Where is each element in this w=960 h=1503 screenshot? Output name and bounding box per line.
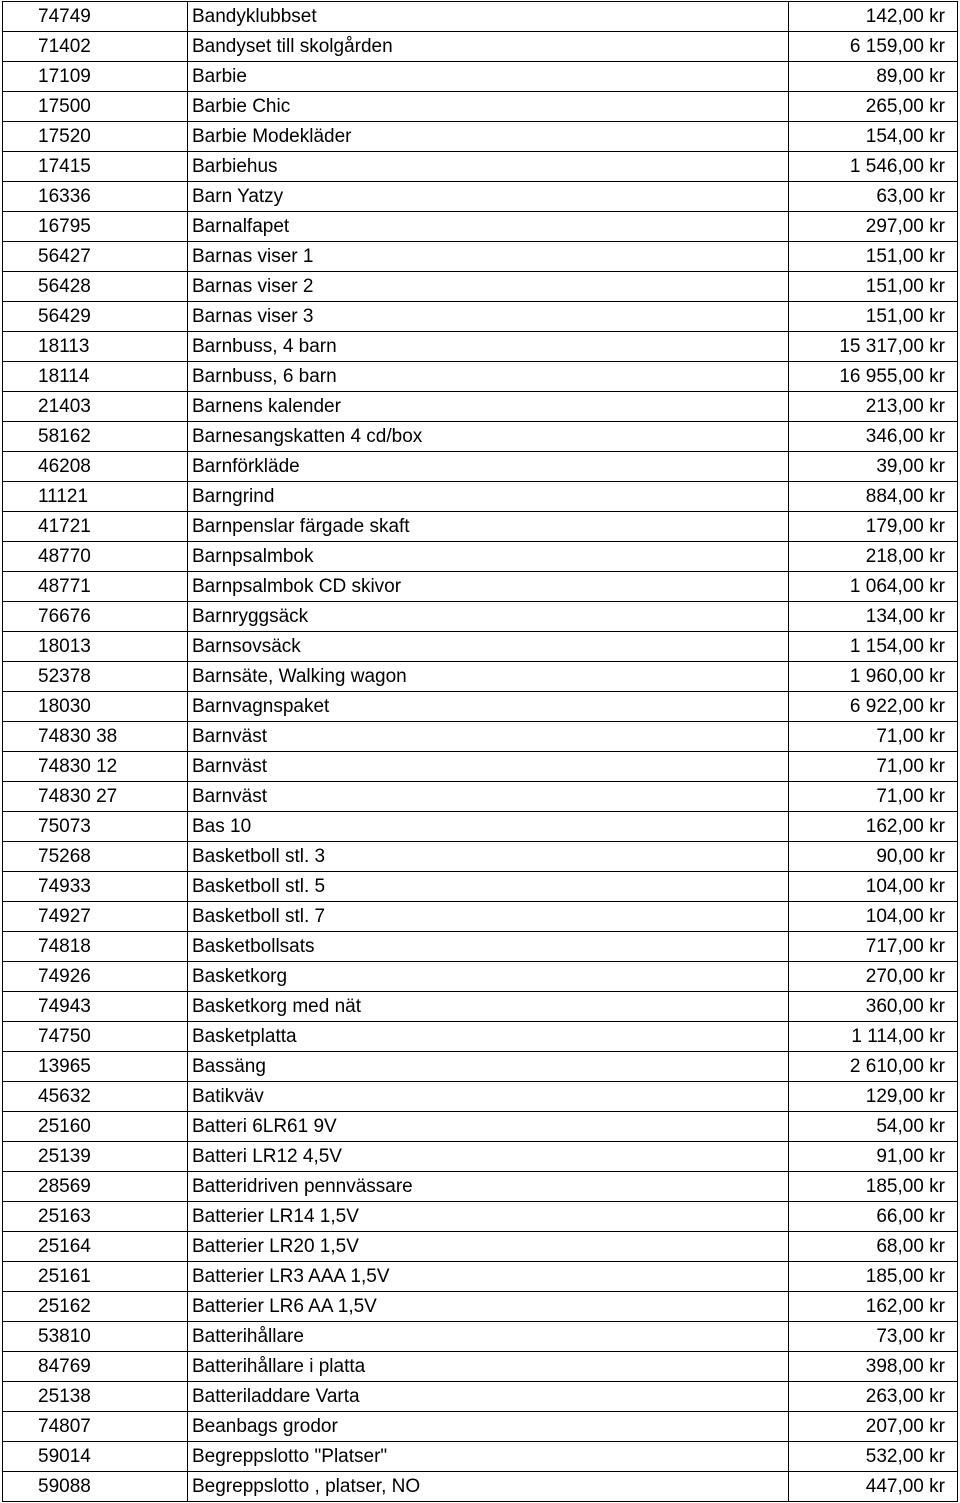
price-cell: 104,00 kr <box>789 902 958 932</box>
product-name-cell: Basketplatta <box>188 1022 789 1052</box>
article-number-cell: 59088 <box>3 1472 188 1502</box>
product-name-cell: Bassäng <box>188 1052 789 1082</box>
product-name-cell: Batikväv <box>188 1082 789 1112</box>
table-row <box>3 1172 958 1202</box>
price-cell: 142,00 kr <box>789 2 958 32</box>
table-row <box>3 62 958 92</box>
article-number-cell: 45632 <box>3 1082 188 1112</box>
price-cell: 54,00 kr <box>789 1112 958 1142</box>
table-row <box>3 1412 958 1442</box>
product-name-cell: Barn Yatzy <box>188 182 789 212</box>
article-number-cell: 74830 38 <box>3 722 188 752</box>
table-row <box>3 1232 958 1262</box>
product-name-cell: Batterihållare <box>188 1322 789 1352</box>
table-row <box>3 842 958 872</box>
price-cell: 346,00 kr <box>789 422 958 452</box>
product-name-cell: Barnpsalmbok CD skivor <box>188 572 789 602</box>
product-name-cell: Barnsäte, Walking wagon <box>188 662 789 692</box>
price-cell: 151,00 kr <box>789 272 958 302</box>
price-cell: 270,00 kr <box>789 962 958 992</box>
table-row <box>3 1112 958 1142</box>
product-name-cell: Barnas viser 1 <box>188 242 789 272</box>
price-cell: 1 546,00 kr <box>789 152 958 182</box>
table-row <box>3 392 958 422</box>
article-number-cell: 56429 <box>3 302 188 332</box>
article-number-cell: 17415 <box>3 152 188 182</box>
price-cell: 71,00 kr <box>789 752 958 782</box>
article-number-cell: 74750 <box>3 1022 188 1052</box>
article-number-cell: 52378 <box>3 662 188 692</box>
product-name-cell: Batteri LR12 4,5V <box>188 1142 789 1172</box>
price-cell: 151,00 kr <box>789 302 958 332</box>
price-cell: 71,00 kr <box>789 722 958 752</box>
product-name-cell: Barnväst <box>188 782 789 812</box>
table-row <box>3 872 958 902</box>
product-name-cell: Barnens kalender <box>188 392 789 422</box>
price-cell: 129,00 kr <box>789 1082 958 1112</box>
product-name-cell: Begreppslotto "Platser" <box>188 1442 789 1472</box>
table-row <box>3 602 958 632</box>
price-cell: 447,00 kr <box>789 1472 958 1502</box>
price-cell: 73,00 kr <box>789 1322 958 1352</box>
article-number-cell: 25160 <box>3 1112 188 1142</box>
table-row <box>3 242 958 272</box>
table-row <box>3 182 958 212</box>
table-row <box>3 1442 958 1472</box>
article-number-cell: 75268 <box>3 842 188 872</box>
table-row <box>3 2 958 32</box>
price-cell: 717,00 kr <box>789 932 958 962</box>
table-row <box>3 92 958 122</box>
article-number-cell: 18013 <box>3 632 188 662</box>
table-row <box>3 272 958 302</box>
price-cell: 89,00 kr <box>789 62 958 92</box>
price-cell: 90,00 kr <box>789 842 958 872</box>
table-row <box>3 962 958 992</box>
product-name-cell: Bandyklubbset <box>188 2 789 32</box>
price-cell: 360,00 kr <box>789 992 958 1022</box>
product-name-cell: Batteri 6LR61 9V <box>188 1112 789 1142</box>
product-name-cell: Barnbuss, 6 barn <box>188 362 789 392</box>
article-number-cell: 74807 <box>3 1412 188 1442</box>
product-name-cell: Batterier LR14 1,5V <box>188 1202 789 1232</box>
product-name-cell: Basketkorg <box>188 962 789 992</box>
price-cell: 66,00 kr <box>789 1202 958 1232</box>
product-name-cell: Batterihållare i platta <box>188 1352 789 1382</box>
price-list-body <box>3 2 958 1502</box>
product-name-cell: Barnsovsäck <box>188 632 789 662</box>
price-list-table <box>2 1 958 1502</box>
price-cell: 1 960,00 kr <box>789 662 958 692</box>
product-name-cell: Batteriladdare Varta <box>188 1382 789 1412</box>
price-cell: 398,00 kr <box>789 1352 958 1382</box>
article-number-cell: 48770 <box>3 542 188 572</box>
article-number-cell: 74926 <box>3 962 188 992</box>
price-cell: 1 114,00 kr <box>789 1022 958 1052</box>
price-cell: 265,00 kr <box>789 92 958 122</box>
table-row <box>3 572 958 602</box>
article-number-cell: 48771 <box>3 572 188 602</box>
product-name-cell: Barnväst <box>188 752 789 782</box>
article-number-cell: 75073 <box>3 812 188 842</box>
article-number-cell: 16795 <box>3 212 188 242</box>
article-number-cell: 74749 <box>3 2 188 32</box>
table-row <box>3 482 958 512</box>
price-cell: 154,00 kr <box>789 122 958 152</box>
price-cell: 162,00 kr <box>789 1292 958 1322</box>
table-row <box>3 1022 958 1052</box>
article-number-cell: 25138 <box>3 1382 188 1412</box>
article-number-cell: 74830 27 <box>3 782 188 812</box>
product-name-cell: Barnesangskatten 4 cd/box <box>188 422 789 452</box>
price-cell: 2 610,00 kr <box>789 1052 958 1082</box>
table-row <box>3 632 958 662</box>
price-cell: 39,00 kr <box>789 452 958 482</box>
price-cell: 185,00 kr <box>789 1172 958 1202</box>
price-cell: 213,00 kr <box>789 392 958 422</box>
table-row <box>3 1352 958 1382</box>
table-row <box>3 152 958 182</box>
table-row <box>3 1052 958 1082</box>
price-cell: 16 955,00 kr <box>789 362 958 392</box>
product-name-cell: Bas 10 <box>188 812 789 842</box>
table-row <box>3 932 958 962</box>
table-row <box>3 722 958 752</box>
table-row <box>3 362 958 392</box>
article-number-cell: 17109 <box>3 62 188 92</box>
table-row <box>3 122 958 152</box>
price-cell: 218,00 kr <box>789 542 958 572</box>
price-cell: 1 154,00 kr <box>789 632 958 662</box>
article-number-cell: 21403 <box>3 392 188 422</box>
price-cell: 6 159,00 kr <box>789 32 958 62</box>
product-name-cell: Barbie <box>188 62 789 92</box>
article-number-cell: 17520 <box>3 122 188 152</box>
article-number-cell: 74818 <box>3 932 188 962</box>
product-name-cell: Barnpsalmbok <box>188 542 789 572</box>
table-row <box>3 302 958 332</box>
product-name-cell: Barngrind <box>188 482 789 512</box>
article-number-cell: 13965 <box>3 1052 188 1082</box>
article-number-cell: 25139 <box>3 1142 188 1172</box>
product-name-cell: Basketkorg med nät <box>188 992 789 1022</box>
table-row <box>3 1472 958 1502</box>
product-name-cell: Barnpenslar färgade skaft <box>188 512 789 542</box>
product-name-cell: Barnvagnspaket <box>188 692 789 722</box>
price-cell: 68,00 kr <box>789 1232 958 1262</box>
table-row <box>3 542 958 572</box>
table-row <box>3 1082 958 1112</box>
product-name-cell: Barbie Modekläder <box>188 122 789 152</box>
product-name-cell: Barbiehus <box>188 152 789 182</box>
product-name-cell: Barnryggsäck <box>188 602 789 632</box>
article-number-cell: 59014 <box>3 1442 188 1472</box>
table-row <box>3 752 958 782</box>
table-row <box>3 662 958 692</box>
price-cell: 104,00 kr <box>789 872 958 902</box>
product-name-cell: Basketboll stl. 5 <box>188 872 789 902</box>
table-row <box>3 32 958 62</box>
table-row <box>3 1262 958 1292</box>
product-name-cell: Begreppslotto , platser, NO <box>188 1472 789 1502</box>
article-number-cell: 18113 <box>3 332 188 362</box>
table-row <box>3 812 958 842</box>
article-number-cell: 25164 <box>3 1232 188 1262</box>
article-number-cell: 46208 <box>3 452 188 482</box>
product-name-cell: Barnas viser 2 <box>188 272 789 302</box>
product-name-cell: Basketboll stl. 3 <box>188 842 789 872</box>
article-number-cell: 11121 <box>3 482 188 512</box>
article-number-cell: 74943 <box>3 992 188 1022</box>
price-cell: 185,00 kr <box>789 1262 958 1292</box>
article-number-cell: 74933 <box>3 872 188 902</box>
product-name-cell: Barnväst <box>188 722 789 752</box>
product-name-cell: Basketboll stl. 7 <box>188 902 789 932</box>
price-cell: 71,00 kr <box>789 782 958 812</box>
product-name-cell: Barnas viser 3 <box>188 302 789 332</box>
article-number-cell: 25161 <box>3 1262 188 1292</box>
product-name-cell: Barnalfapet <box>188 212 789 242</box>
table-row <box>3 902 958 932</box>
product-name-cell: Batteridriven pennvässare <box>188 1172 789 1202</box>
article-number-cell: 84769 <box>3 1352 188 1382</box>
price-cell: 162,00 kr <box>789 812 958 842</box>
article-number-cell: 56427 <box>3 242 188 272</box>
price-cell: 532,00 kr <box>789 1442 958 1472</box>
price-cell: 179,00 kr <box>789 512 958 542</box>
table-row <box>3 692 958 722</box>
product-name-cell: Batterier LR20 1,5V <box>188 1232 789 1262</box>
article-number-cell: 76676 <box>3 602 188 632</box>
article-number-cell: 16336 <box>3 182 188 212</box>
product-name-cell: Barnbuss, 4 barn <box>188 332 789 362</box>
article-number-cell: 18030 <box>3 692 188 722</box>
table-row <box>3 332 958 362</box>
price-cell: 1 064,00 kr <box>789 572 958 602</box>
product-name-cell: Barnförkläde <box>188 452 789 482</box>
table-row <box>3 512 958 542</box>
price-cell: 63,00 kr <box>789 182 958 212</box>
table-row <box>3 1202 958 1232</box>
table-row <box>3 782 958 812</box>
article-number-cell: 56428 <box>3 272 188 302</box>
table-row <box>3 422 958 452</box>
product-name-cell: Batterier LR6 AA 1,5V <box>188 1292 789 1322</box>
price-cell: 207,00 kr <box>789 1412 958 1442</box>
product-name-cell: Barbie Chic <box>188 92 789 122</box>
article-number-cell: 53810 <box>3 1322 188 1352</box>
table-row <box>3 452 958 482</box>
article-number-cell: 74927 <box>3 902 188 932</box>
article-number-cell: 41721 <box>3 512 188 542</box>
article-number-cell: 28569 <box>3 1172 188 1202</box>
article-number-cell: 17500 <box>3 92 188 122</box>
article-number-cell: 71402 <box>3 32 188 62</box>
article-number-cell: 74830 12 <box>3 752 188 782</box>
table-row <box>3 1142 958 1172</box>
price-cell: 91,00 kr <box>789 1142 958 1172</box>
table-row <box>3 1322 958 1352</box>
table-row <box>3 212 958 242</box>
article-number-cell: 18114 <box>3 362 188 392</box>
price-cell: 297,00 kr <box>789 212 958 242</box>
table-row <box>3 1382 958 1412</box>
product-name-cell: Batterier LR3 AAA 1,5V <box>188 1262 789 1292</box>
article-number-cell: 58162 <box>3 422 188 452</box>
price-cell: 6 922,00 kr <box>789 692 958 722</box>
price-cell: 134,00 kr <box>789 602 958 632</box>
product-name-cell: Basketbollsats <box>188 932 789 962</box>
price-cell: 884,00 kr <box>789 482 958 512</box>
table-row <box>3 992 958 1022</box>
price-cell: 263,00 kr <box>789 1382 958 1412</box>
table-row <box>3 1292 958 1322</box>
product-name-cell: Bandyset till skolgården <box>188 32 789 62</box>
article-number-cell: 25163 <box>3 1202 188 1232</box>
price-cell: 15 317,00 kr <box>789 332 958 362</box>
article-number-cell: 25162 <box>3 1292 188 1322</box>
price-cell: 151,00 kr <box>789 242 958 272</box>
product-name-cell: Beanbags grodor <box>188 1412 789 1442</box>
